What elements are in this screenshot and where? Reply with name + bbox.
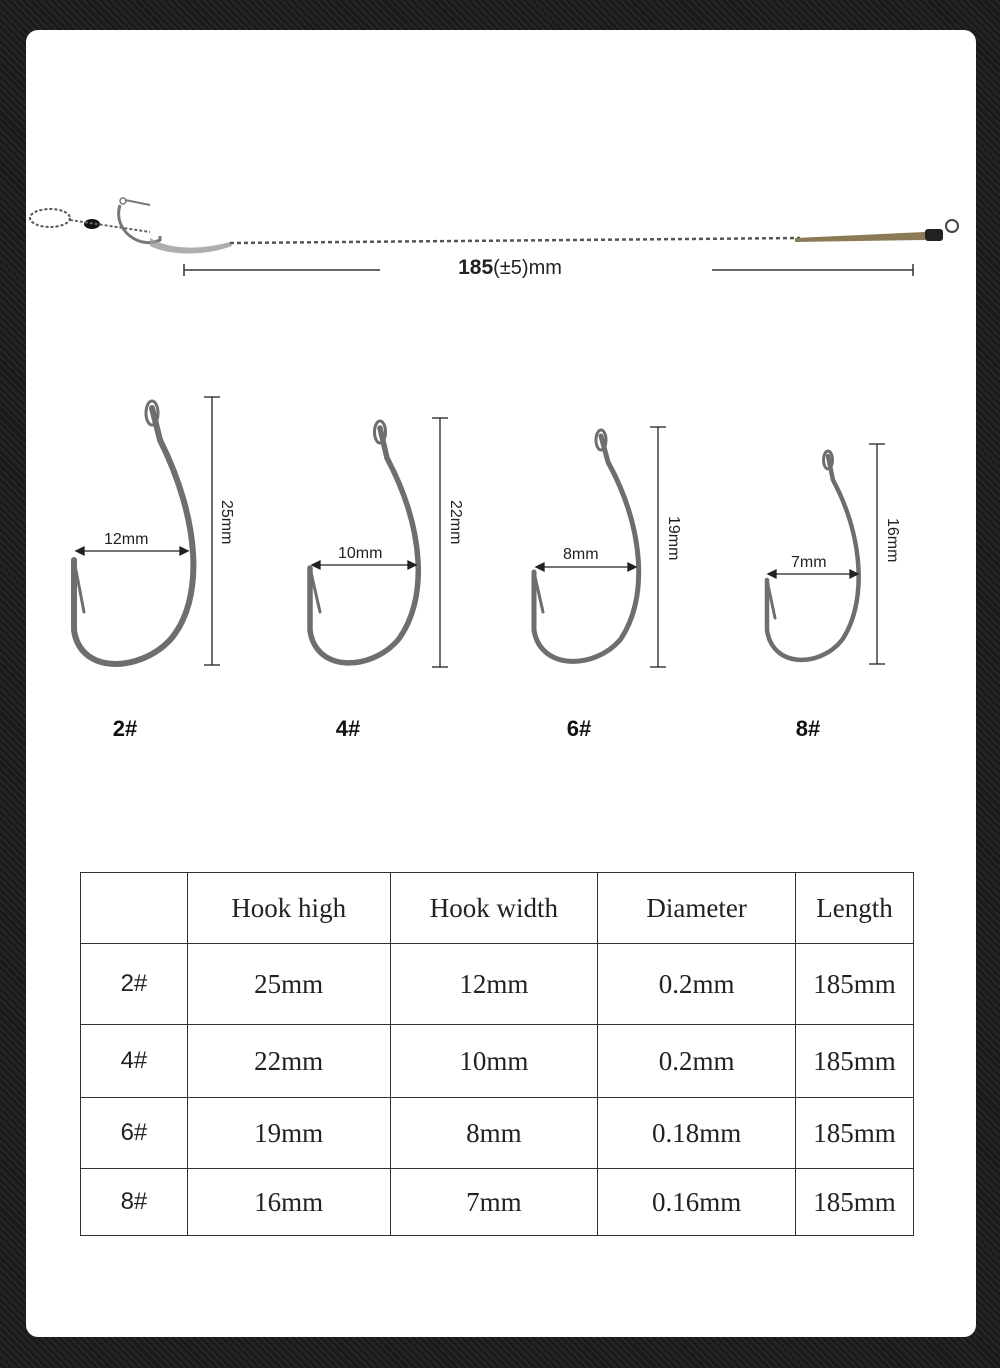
table-row xyxy=(81,1169,914,1236)
rig-length-unit: mm xyxy=(528,257,562,279)
hook-2-size-label: 2# xyxy=(112,716,138,741)
table-row xyxy=(81,1025,914,1098)
table-cell: 4# xyxy=(81,1025,188,1098)
table-cell: 185mm xyxy=(796,944,914,1025)
table-cell: 7mm xyxy=(390,1169,598,1236)
table-header-cell: Hook width xyxy=(390,873,598,944)
table-cell: 185mm xyxy=(796,1169,914,1236)
table-header-cell: Diameter xyxy=(598,873,796,944)
table-cell: 8mm xyxy=(390,1098,598,1169)
table-cell: 0.2mm xyxy=(598,1025,796,1098)
hook-4-height-label: 22mm xyxy=(447,500,464,545)
hook-8-width-label: 7mm xyxy=(791,554,827,571)
hook-4-size-label: 4# xyxy=(335,716,361,741)
rig-length-value: 185 xyxy=(458,256,494,279)
table-header-cell: Hook high xyxy=(187,873,390,944)
table-cell: 8# xyxy=(81,1169,188,1236)
table-cell: 22mm xyxy=(187,1025,390,1098)
table-header-cell xyxy=(81,873,188,944)
table-cell: 19mm xyxy=(187,1098,390,1169)
table-cell: 10mm xyxy=(390,1025,598,1098)
table-header-row xyxy=(81,873,914,944)
hook-8-size-label: 8# xyxy=(795,716,821,741)
table-cell: 0.16mm xyxy=(598,1169,796,1236)
hook-2-height-label: 25mm xyxy=(218,500,235,545)
spec-table xyxy=(80,872,914,1236)
hook-6-size-label: 6# xyxy=(566,716,592,741)
hook-6-height-label: 19mm xyxy=(665,516,682,561)
table-cell: 0.2mm xyxy=(598,944,796,1025)
hook-4 xyxy=(310,421,418,663)
table-cell: 12mm xyxy=(390,944,598,1025)
rig-length-tolerance: (±5) xyxy=(493,257,529,279)
hook-2-width-label: 12mm xyxy=(104,531,149,548)
table-cell: 6# xyxy=(81,1098,188,1169)
table-row xyxy=(81,944,914,1025)
table-cell: 16mm xyxy=(187,1169,390,1236)
table-cell: 0.18mm xyxy=(598,1098,796,1169)
hook-6-width-label: 8mm xyxy=(563,546,599,563)
table-cell: 185mm xyxy=(796,1098,914,1169)
table-cell: 25mm xyxy=(187,944,390,1025)
table-header-cell: Length xyxy=(796,873,914,944)
hook-4-width-label: 10mm xyxy=(338,545,383,562)
table-row xyxy=(81,1098,914,1169)
table-cell: 185mm xyxy=(796,1025,914,1098)
table-cell: 2# xyxy=(81,944,188,1025)
hook-8-height-label: 16mm xyxy=(884,518,901,563)
